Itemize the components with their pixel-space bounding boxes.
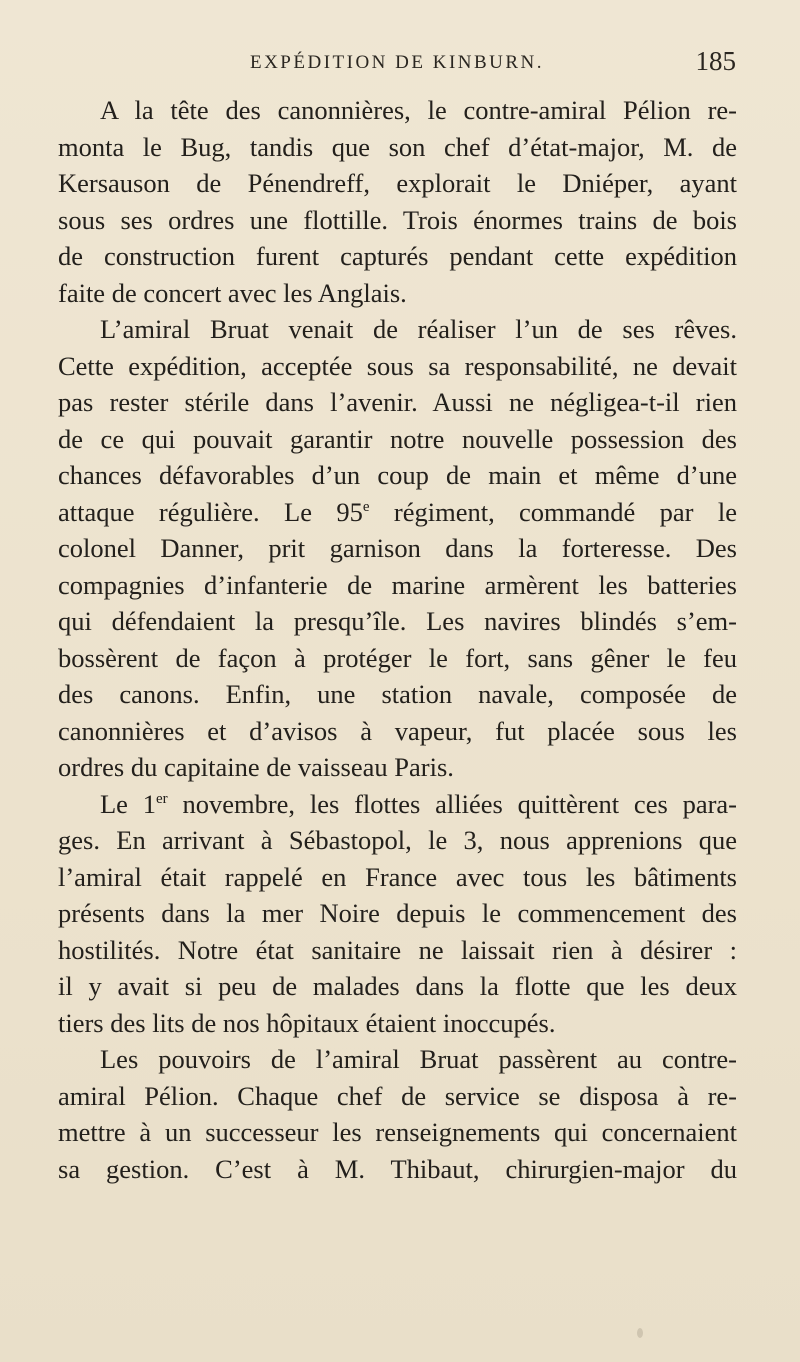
text-line: mettre à un successeur les renseignements qui concernaient bbox=[58, 1117, 737, 1147]
text-segment: régiment, commandé par le bbox=[369, 496, 737, 527]
superscript: e bbox=[362, 498, 370, 515]
text-line: Kersauson de Pénendreff, explorait le Dniéper, ayant bbox=[58, 168, 737, 198]
text-line: L’amiral Bruat venait de réaliser l’un de ses rêves. bbox=[100, 314, 737, 344]
text-line: de construction furent capturés pendant cette expédition bbox=[58, 241, 737, 271]
text-line: monta le Bug, tandis que son chef d’état-major, M. de bbox=[58, 131, 737, 162]
running-title: EXPÉDITION DE KINBURN. bbox=[249, 52, 545, 73]
superscript: er bbox=[156, 790, 168, 807]
text-line: colonel Danner, prit garnison dans la forteresse. Des bbox=[58, 533, 737, 563]
text-line: amiral Pélion. Chaque chef de service se disposa à re- bbox=[58, 1080, 737, 1111]
page-number: 185 bbox=[695, 46, 736, 76]
text-segment: Le 1 bbox=[100, 788, 156, 819]
text-line: faite de concert avec les Anglais. bbox=[58, 277, 407, 308]
text-line: qui défendaient la presqu’île. Les navires blindés s’em- bbox=[58, 606, 737, 636]
text-line: ordres du capitaine de vaisseau Paris. bbox=[58, 752, 454, 782]
text-line: tiers des lits de nos hôpitaux étaient inoccupés. bbox=[58, 1007, 556, 1038]
text-line-with-superscript bbox=[58, 786, 737, 823]
text-line: de ce qui pouvait garantir notre nouvelle possession des bbox=[58, 423, 737, 454]
text-segment: attaque régulière. Le 95 bbox=[58, 496, 363, 527]
body-text bbox=[58, 92, 737, 1187]
text-line: canonnières et d’avisos à vapeur, fut placée sous les bbox=[58, 715, 737, 746]
text-line: il y avait si peu de malades dans la flotte que les deux bbox=[58, 971, 737, 1001]
text-line: présents dans la mer Noire depuis le commencement des bbox=[58, 898, 737, 928]
text-line: ges. En arrivant à Sébastopol, le 3, nous apprenions que bbox=[58, 825, 737, 855]
page-header bbox=[58, 46, 736, 86]
text-line: chances défavorables d’un coup de main et même d’une bbox=[58, 460, 737, 490]
text-line: hostilités. Notre état sanitaire ne laissait rien à désirer : bbox=[58, 934, 737, 965]
paper-speck bbox=[637, 1328, 643, 1338]
text-line: pas rester stérile dans l’avenir. Aussi ne négligea-t-il rien bbox=[58, 387, 737, 417]
text-line: Cette expédition, acceptée sous sa responsabilité, ne devait bbox=[58, 350, 737, 381]
text-line: l’amiral était rappelé en France avec tous les bâtiments bbox=[58, 861, 737, 892]
text-line: A la tête des canonnières, le contre-amiral Pélion re- bbox=[100, 95, 737, 125]
text-line: bossèrent de façon à protéger le fort, sans gêner le feu bbox=[58, 642, 737, 673]
text-line: sa gestion. C’est à M. Thibaut, chirurgien-major du bbox=[58, 1153, 737, 1184]
text-line: des canons. Enfin, une station navale, composée de bbox=[58, 679, 737, 709]
text-line: compagnies d’infanterie de marine armèrent les batteries bbox=[58, 569, 737, 600]
text-line: Les pouvoirs de l’amiral Bruat passèrent au contre- bbox=[100, 1044, 737, 1074]
text-line: sous ses ordres une flottille. Trois énormes trains de bois bbox=[58, 204, 737, 235]
text-segment: novembre, les flottes alliées quittèrent ces para- bbox=[167, 788, 737, 819]
text-line-with-superscript bbox=[58, 494, 737, 531]
